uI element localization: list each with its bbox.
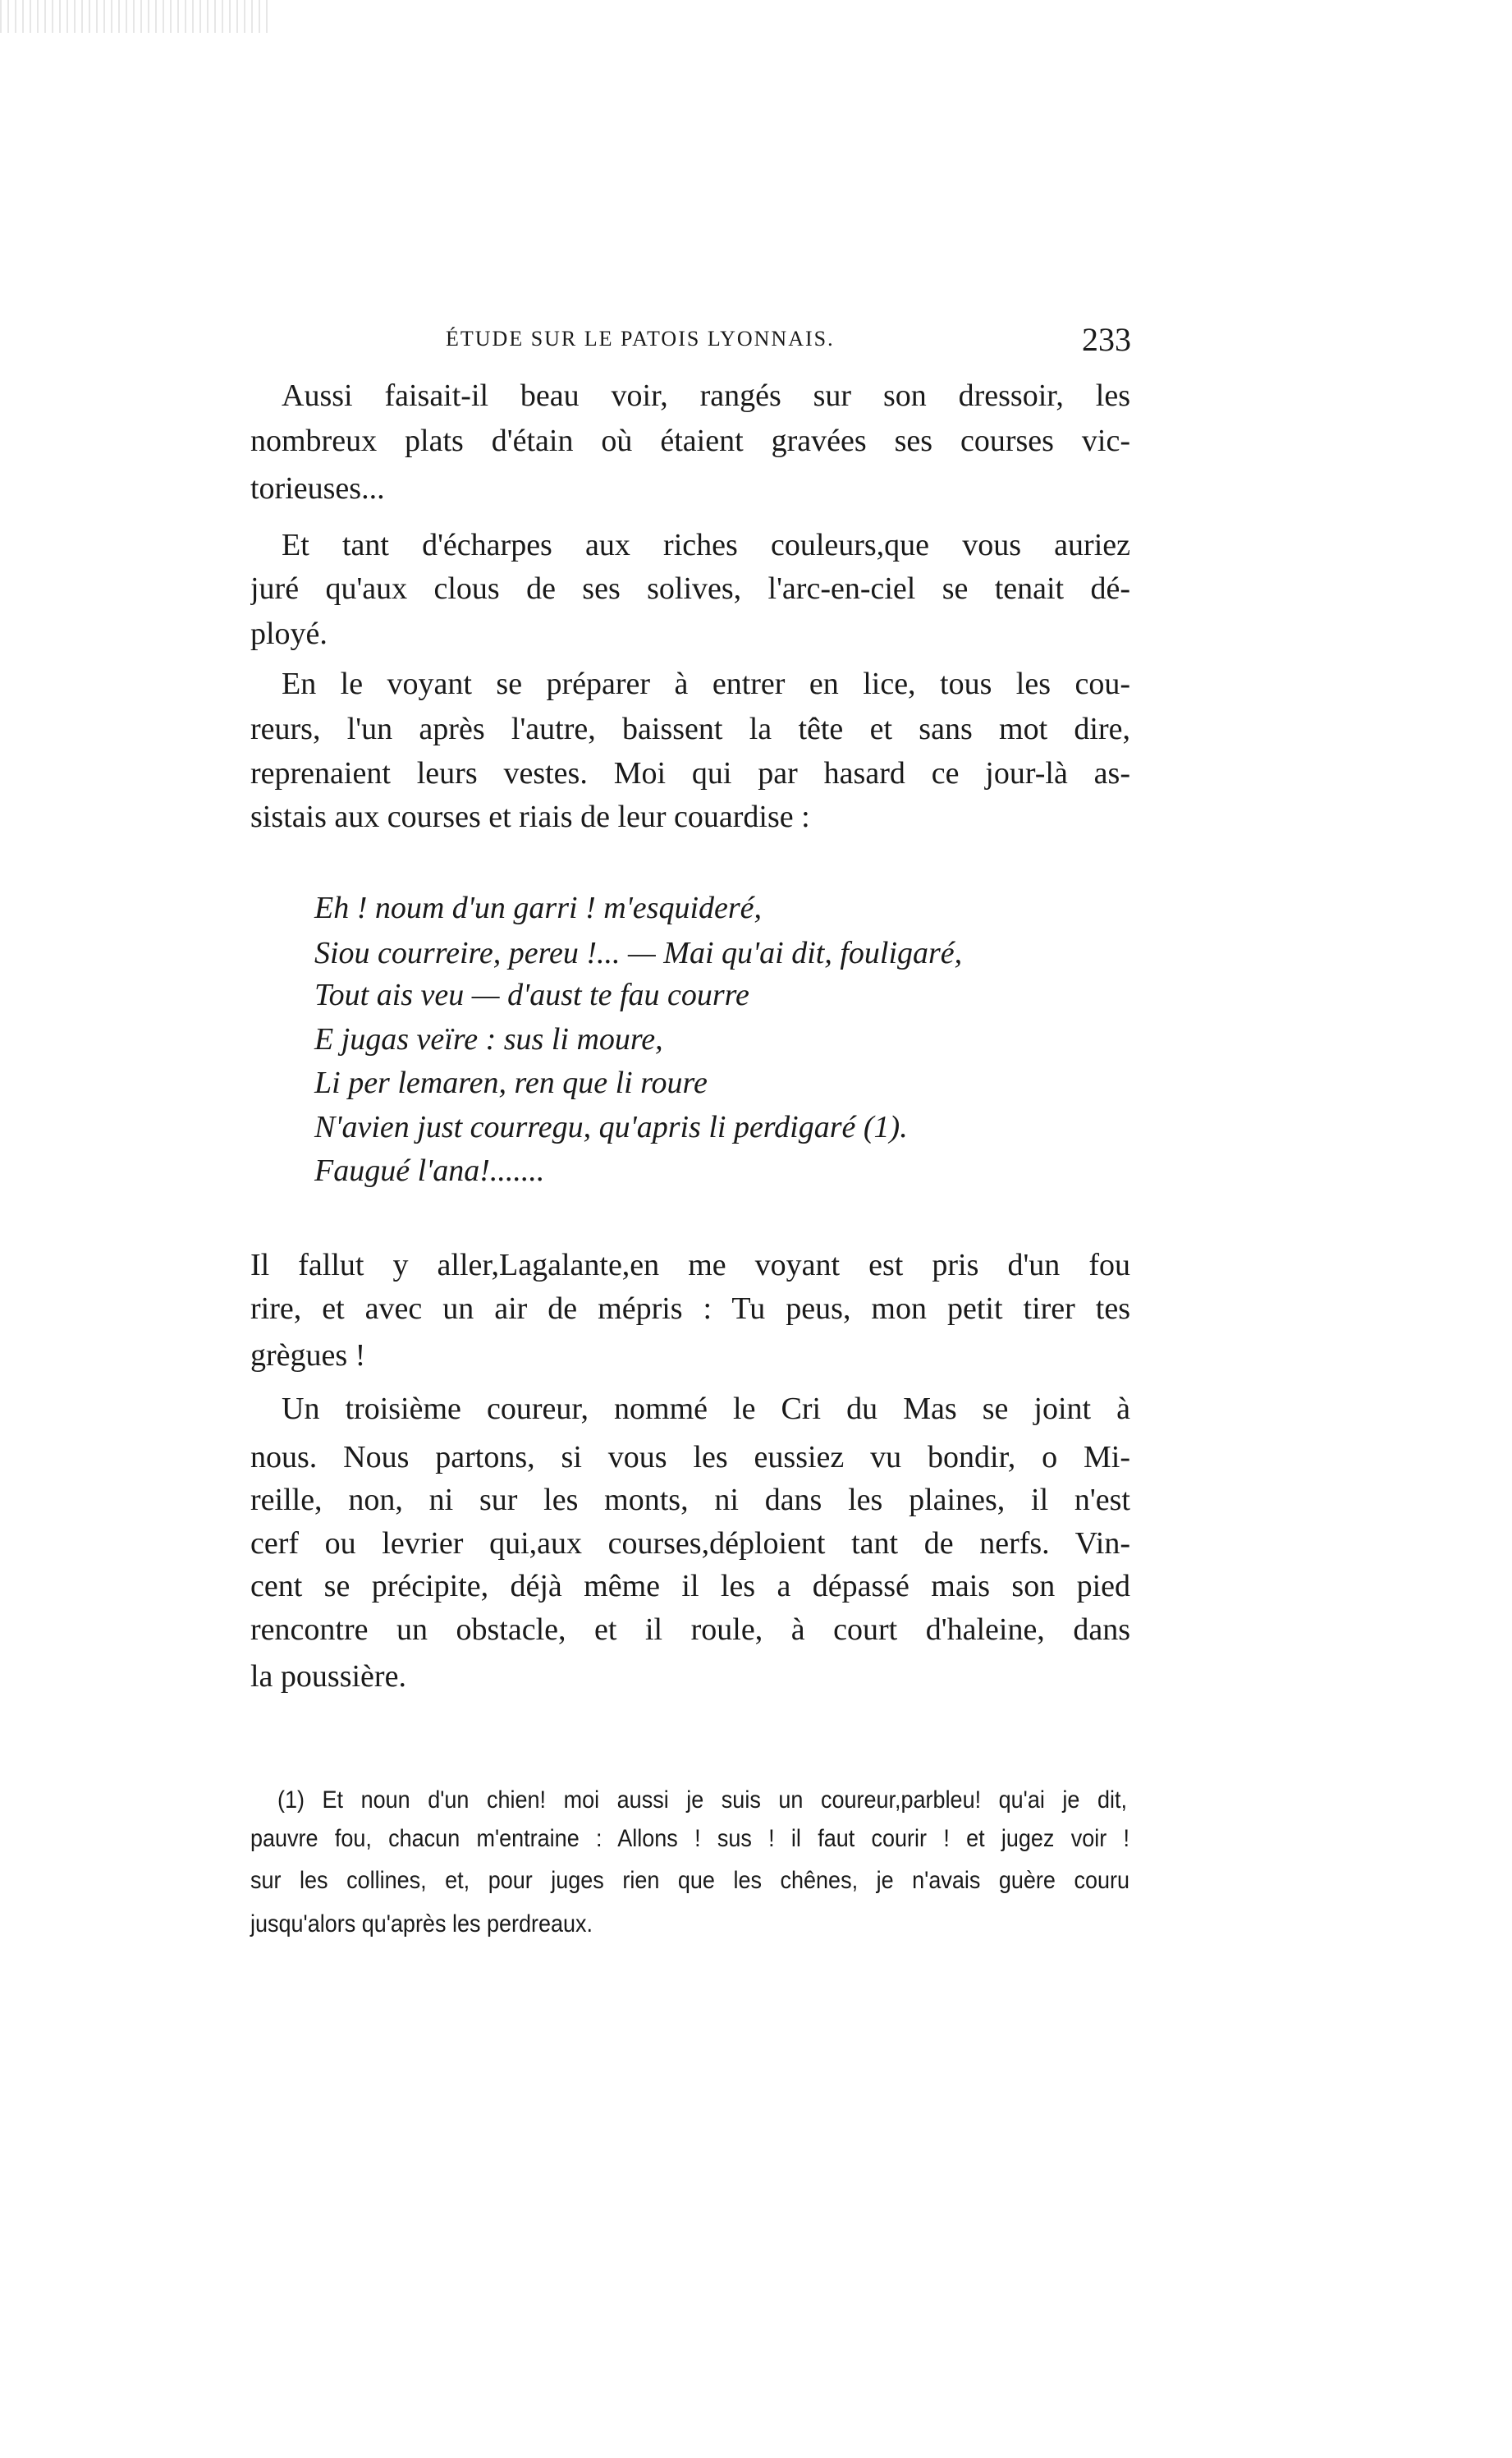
body-line: torieuses...	[250, 471, 385, 506]
body-line: la poussière.	[250, 1659, 406, 1694]
body-line: reurs, l'un après l'autre, baissent la tête et sans mot dire,	[250, 712, 1130, 746]
body-line: cerf ou levrier qui,aux courses,déploient tant de nerfs. Vin-	[250, 1526, 1130, 1561]
body-line: Un troisième coureur, nommé le Cri du Mas se joint à	[282, 1392, 1130, 1426]
page-number: 233	[1082, 321, 1131, 358]
verse-line: E jugas veïre : sus li moure,	[314, 1022, 663, 1057]
verse-line: Tout ais veu — d'aust te fau courre	[314, 978, 749, 1012]
body-line: nombreux plats d'étain où étaient gravées ses courses vic-	[250, 424, 1130, 458]
body-line: grègues !	[250, 1338, 366, 1373]
body-line: rire, et avec un air de mépris : Tu peus, mon petit tirer tes	[250, 1291, 1130, 1326]
body-line: sistais aux courses et riais de leur couardise :	[250, 800, 810, 834]
body-line: Il fallut y aller,Lagalante,en me voyant est pris d'un fou	[250, 1248, 1130, 1282]
footnote-line: jusqu'alors qu'après les perdreaux.	[250, 1910, 593, 1938]
body-line: reprenaient leurs vestes. Moi qui par hasard ce jour-là as-	[250, 756, 1130, 791]
body-line: rencontre un obstacle, et il roule, à court d'haleine, dans	[250, 1612, 1130, 1647]
verse-line: Faugué l'ana!.......	[314, 1153, 545, 1188]
body-line: nous. Nous partons, si vous les eussiez vu bondir, o Mi-	[250, 1440, 1130, 1474]
body-line: En le voyant se préparer à entrer en lice, tous les cou-	[282, 667, 1130, 701]
verse-line: Siou courreire, pereu !... — Mai qu'ai dit, fouligaré,	[314, 936, 963, 970]
verse-line: Eh ! noum d'un garri ! m'esquideré,	[314, 891, 763, 925]
body-line: reille, non, ni sur les monts, ni dans les plaines, il n'est	[250, 1483, 1130, 1517]
body-line: juré qu'aux clous de ses solives, l'arc-en-ciel se tenait dé-	[250, 571, 1130, 606]
scan-noise	[0, 0, 271, 33]
running-header: ÉTUDE SUR LE PATOIS LYONNAIS.	[446, 327, 835, 351]
verse-line: Li per lemaren, ren que li roure	[314, 1066, 708, 1100]
footnote-line: pauvre fou, chacun m'entraine : Allons ! sus ! il faut courir ! et jugez voir !	[250, 1825, 1129, 1852]
body-line: Aussi faisait-il beau voir, rangés sur son dressoir, les	[282, 378, 1130, 413]
body-line: cent se précipite, déjà même il les a dépassé mais son pied	[250, 1569, 1130, 1603]
footnote-line: sur les collines, et, pour juges rien que les chênes, je n'avais guère couru	[250, 1867, 1129, 1894]
body-line: ployé.	[250, 617, 328, 651]
verse-line: N'avien just courregu, qu'apris li perdigaré (1).	[314, 1110, 908, 1144]
body-line: Et tant d'écharpes aux riches couleurs,que vous auriez	[282, 528, 1130, 562]
footnote-line: (1) Et noun d'un chien! moi aussi je suis un coureur,parbleu! qu'ai je dit,	[277, 1786, 1127, 1814]
